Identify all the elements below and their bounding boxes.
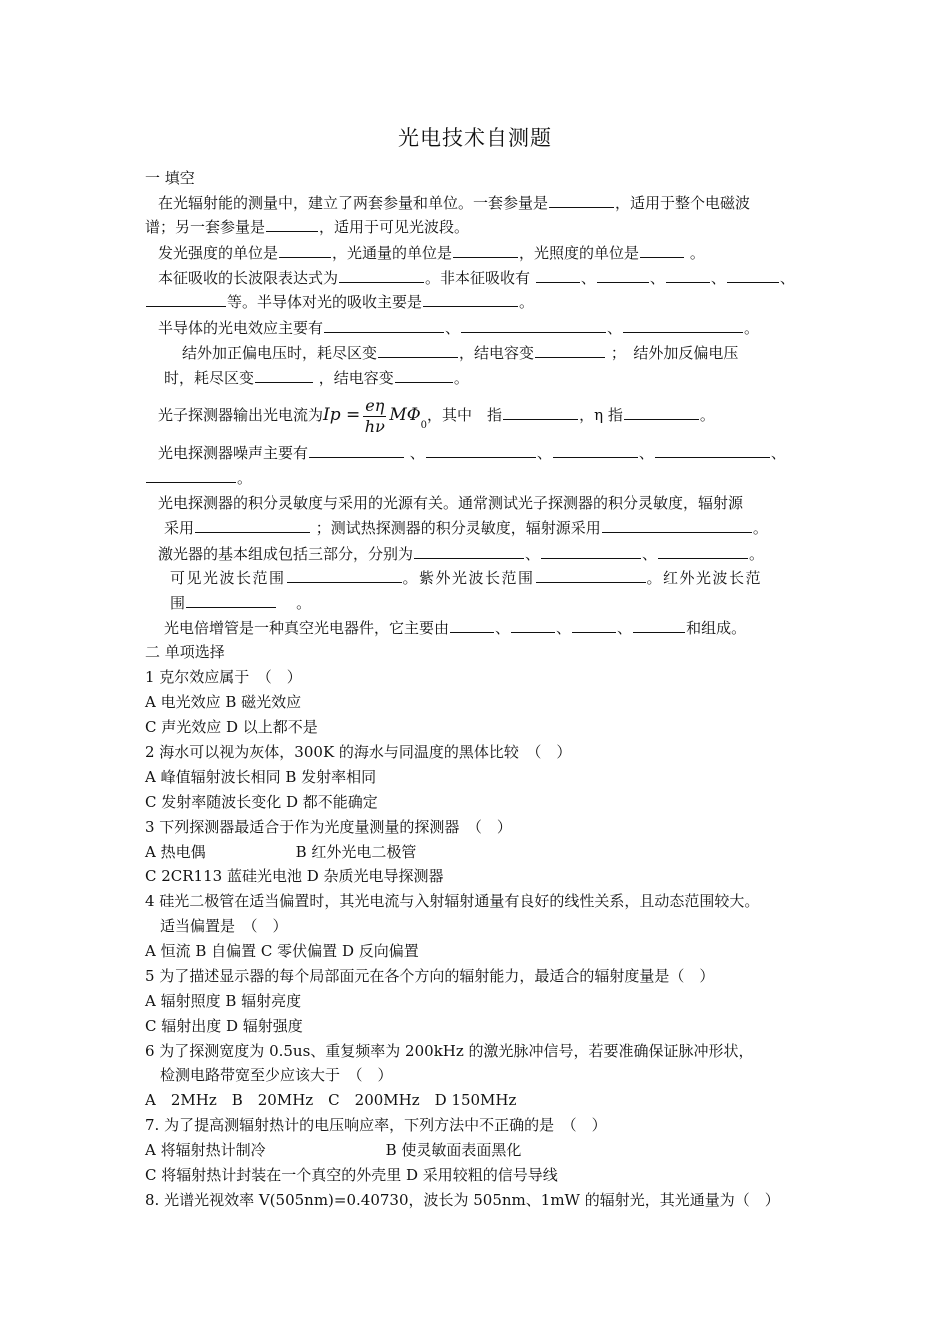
answer-blank[interactable] bbox=[640, 242, 684, 258]
answer-blank[interactable] bbox=[666, 267, 710, 283]
choice-line: 5 为了描述显示器的每个局部面元在各个方向的辐射能力，最适合的辐射度量是（ ） bbox=[145, 967, 715, 985]
q10-text-c: 。红外光波长范 bbox=[646, 569, 763, 587]
q6-text-c: ，η 指 bbox=[579, 406, 623, 424]
choice-line: A 热电偶 B 红外光电二极管 bbox=[145, 843, 417, 861]
answer-blank[interactable] bbox=[266, 216, 318, 232]
formula-numerator: eη bbox=[365, 395, 385, 415]
choice-line: 1 克尔效应属于 （ ） bbox=[145, 668, 302, 686]
period: 。 bbox=[519, 293, 535, 311]
answer-blank[interactable] bbox=[549, 192, 614, 208]
formula-denominator: hν bbox=[364, 416, 385, 436]
choice-line: C 声光效应 D 以上都不是 bbox=[145, 718, 318, 736]
q4-text-a: 半导体的光电效应主要有 bbox=[158, 319, 324, 337]
choice-line: C 发射率随波长变化 D 都不能确定 bbox=[145, 793, 378, 811]
answer-blank[interactable] bbox=[633, 617, 685, 633]
q1-text-d: ，适用于可见光波段。 bbox=[319, 218, 470, 236]
answer-blank[interactable] bbox=[624, 404, 699, 420]
q5-text-c: ； 结外加反偏电压 bbox=[610, 344, 739, 362]
period: 。 bbox=[296, 594, 312, 612]
question-8-line-1 bbox=[158, 492, 743, 514]
question-3-line-2 bbox=[145, 291, 534, 313]
q5-text-e: ，结电容变 bbox=[318, 369, 394, 387]
answer-blank[interactable] bbox=[339, 267, 424, 283]
question-8-line-2 bbox=[164, 517, 768, 539]
section-heading-fill-in: 一 填空 bbox=[145, 169, 195, 187]
q3-text-b: 。非本征吸收有 bbox=[425, 269, 531, 287]
separator: 、 bbox=[556, 619, 572, 637]
separator: 、 bbox=[710, 269, 726, 287]
answer-blank[interactable] bbox=[658, 543, 748, 559]
formula-lhs: Ip = bbox=[323, 405, 361, 425]
answer-blank[interactable] bbox=[541, 543, 641, 559]
q6-text-a: 光子探测器输出光电流为 bbox=[158, 406, 324, 424]
answer-blank[interactable] bbox=[324, 317, 444, 333]
answer-blank[interactable] bbox=[536, 567, 646, 583]
q7-text-a: 光电探测器噪声主要有 bbox=[158, 444, 309, 462]
q10-text-a: 可见光波长范围 bbox=[170, 569, 286, 587]
question-6 bbox=[158, 393, 715, 448]
q8-text-a: 光电探测器的积分灵敏度与采用的光源有关。通常测试光子探测器的积分灵敏度，辐射源 bbox=[158, 494, 744, 512]
answer-blank[interactable] bbox=[623, 317, 743, 333]
q2-text-d: 。 bbox=[689, 244, 705, 262]
period: 。 bbox=[744, 319, 760, 337]
answer-blank[interactable] bbox=[195, 517, 310, 533]
q5-text-a: 结外加正偏电压时，耗尽区变 bbox=[182, 344, 378, 362]
separator: 、 bbox=[649, 269, 665, 287]
q1-text-c: 谱；另一套参量是 bbox=[145, 218, 266, 236]
choice-line: C 辐射出度 D 辐射强度 bbox=[145, 1017, 303, 1035]
separator: 、 bbox=[779, 269, 795, 287]
question-9 bbox=[158, 543, 764, 565]
separator: 、 bbox=[495, 619, 511, 637]
choice-line: 6 为了探测宽度为 0.5us、重复频率为 200kHz 的激光脉冲信号，若要准确保证脉冲形状， bbox=[145, 1042, 754, 1060]
question-2 bbox=[158, 242, 705, 264]
answer-blank[interactable] bbox=[146, 291, 226, 307]
choice-line: 8. 光谱光视效率 V(505nm)=0.40730，波长为 505nm、1mW 的辐射光，其光通量为（ ） bbox=[145, 1191, 780, 1209]
q3-text-a: 本征吸收的长波限表达式为 bbox=[158, 269, 339, 287]
document-title: 光电技术自测题 bbox=[398, 126, 552, 150]
choice-line: 适当偏置是 （ ） bbox=[160, 917, 288, 935]
answer-blank[interactable] bbox=[572, 617, 616, 633]
answer-blank[interactable] bbox=[453, 242, 518, 258]
answer-blank[interactable] bbox=[186, 592, 276, 608]
separator: 、 bbox=[445, 319, 461, 337]
choice-line: 2 海水可以视为灰体，300K 的海水与同温度的黑体比较 （ ） bbox=[145, 743, 572, 761]
answer-blank[interactable] bbox=[553, 442, 638, 458]
q1-text-a: 在光辐射能的测量中，建立了两套参量和单位。一套参量是 bbox=[158, 194, 549, 212]
period: 。 bbox=[752, 519, 768, 537]
answer-blank[interactable] bbox=[309, 442, 404, 458]
q6-text-b: ，其中 指 bbox=[427, 406, 503, 424]
separator: 、 bbox=[770, 444, 786, 462]
separator: 、 bbox=[580, 269, 596, 287]
q8-text-c: ；测试热探测器的积分灵敏度，辐射源采用 bbox=[315, 519, 601, 537]
separator: 、 bbox=[617, 619, 633, 637]
question-1-line-1 bbox=[158, 192, 750, 214]
q5-text-d: 时，耗尽区变 bbox=[164, 369, 255, 387]
choice-line: A 将辐射热计制冷 B 使灵敏面表面黑化 bbox=[145, 1141, 522, 1159]
separator: 、 bbox=[638, 444, 654, 462]
formula-subscript: 0 bbox=[420, 420, 428, 431]
question-1-line-2 bbox=[145, 216, 469, 238]
choice-line: A 辐射照度 B 辐射亮度 bbox=[145, 992, 302, 1010]
formula-rhs: MΦ bbox=[389, 405, 421, 425]
period: 。 bbox=[749, 545, 765, 563]
q2-text-a: 发光强度的单位是 bbox=[158, 244, 279, 262]
choice-line: A 2MHz B 20MHz C 200MHz D 150MHz bbox=[145, 1091, 517, 1109]
question-10-line-2 bbox=[170, 592, 311, 614]
answer-blank[interactable] bbox=[426, 442, 536, 458]
choice-line: 3 下列探测器最适合于作为光度量测量的探测器 （ ） bbox=[145, 818, 512, 836]
q1-text-b: ，适用于整个电磁波 bbox=[615, 194, 751, 212]
question-10-line-1 bbox=[170, 567, 762, 589]
q11-text-b: 和组成。 bbox=[686, 619, 747, 637]
answer-blank[interactable] bbox=[461, 317, 606, 333]
separator: 、 bbox=[525, 545, 541, 563]
answer-blank[interactable] bbox=[511, 617, 555, 633]
question-11 bbox=[164, 617, 746, 639]
q2-text-b: ，光通量的单位是 bbox=[332, 244, 453, 262]
answer-blank[interactable] bbox=[395, 367, 453, 383]
separator: 、 bbox=[409, 444, 425, 462]
choice-line: C 将辐射热计封装在一个真空的外壳里 D 采用较粗的信号导线 bbox=[145, 1166, 558, 1184]
choice-line: A 电光效应 B 磁光效应 bbox=[145, 693, 302, 711]
formula-fraction bbox=[363, 396, 386, 437]
choice-line: A 恒流 B 自偏置 C 零伏偏置 D 反向偏置 bbox=[145, 942, 419, 960]
question-7-line-2 bbox=[145, 467, 252, 489]
question-4 bbox=[158, 317, 759, 339]
answer-blank[interactable] bbox=[536, 267, 580, 283]
separator: 、 bbox=[536, 444, 552, 462]
answer-blank[interactable] bbox=[450, 617, 494, 633]
question-5-line-1 bbox=[182, 342, 738, 364]
q11-text-a: 光电倍增管是一种真空光电器件，它主要由 bbox=[164, 619, 450, 637]
q5-text-b: ，结电容变 bbox=[459, 344, 535, 362]
answer-blank[interactable] bbox=[255, 367, 313, 383]
answer-blank[interactable] bbox=[655, 442, 770, 458]
section-heading-single-choice: 二 单项选择 bbox=[145, 643, 225, 661]
choice-line: A 峰值辐射波长相同 B 发射率相同 bbox=[145, 768, 377, 786]
q9-text-a: 激光器的基本组成包括三部分，分别为 bbox=[158, 545, 414, 563]
answer-blank[interactable] bbox=[414, 543, 524, 559]
answer-blank[interactable] bbox=[287, 567, 402, 583]
q10-text-b: 。紫外光波长范围 bbox=[402, 569, 535, 587]
period: 。 bbox=[453, 369, 469, 387]
choice-line: 检测电路带宽至少应该大于 （ ） bbox=[160, 1066, 393, 1084]
question-5-line-2 bbox=[164, 367, 469, 389]
q8-text-b: 采用 bbox=[164, 519, 195, 537]
answer-blank[interactable] bbox=[279, 242, 331, 258]
q10-text-d: 围 bbox=[170, 594, 186, 612]
question-7-line-1 bbox=[158, 442, 786, 464]
period: 。 bbox=[699, 406, 715, 424]
answer-blank[interactable] bbox=[146, 467, 236, 483]
separator: 、 bbox=[607, 319, 623, 337]
question-3-line-1 bbox=[158, 267, 795, 289]
period: 。 bbox=[237, 469, 253, 487]
choice-line: 4 硅光二极管在适当偏置时，其光电流与入射辐射通量有良好的线性关系，且动态范围较大。 bbox=[145, 892, 760, 910]
answer-blank[interactable] bbox=[597, 267, 649, 283]
q3-text-c: 等。半导体对光的吸收主要是 bbox=[227, 293, 423, 311]
q2-text-c: ，光照度的单位是 bbox=[519, 244, 640, 262]
answer-blank[interactable] bbox=[535, 342, 605, 358]
choice-line: 7. 为了提高测辐射热计的电压响应率，下列方法中不正确的是 （ ） bbox=[145, 1116, 607, 1134]
answer-blank[interactable] bbox=[423, 291, 518, 307]
answer-blank[interactable] bbox=[503, 404, 578, 420]
answer-blank[interactable] bbox=[378, 342, 458, 358]
answer-blank[interactable] bbox=[727, 267, 779, 283]
choice-line: C 2CR113 蓝硅光电池 D 杂质光电导探测器 bbox=[145, 867, 444, 885]
answer-blank[interactable] bbox=[602, 517, 752, 533]
separator: 、 bbox=[642, 545, 658, 563]
